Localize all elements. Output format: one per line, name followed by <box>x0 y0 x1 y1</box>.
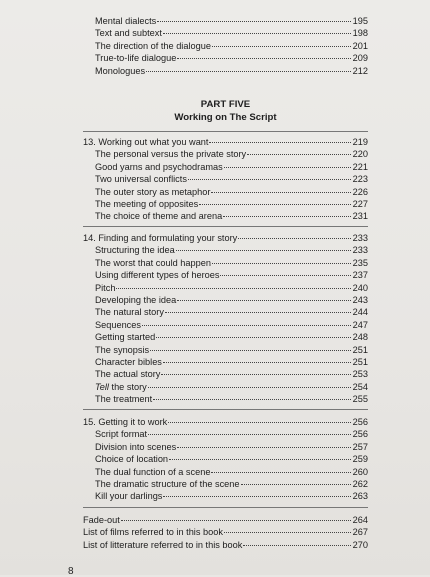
entry-title: Using different types of heroes <box>95 270 220 281</box>
dot-leader <box>146 71 351 72</box>
entry-title: List of films referred to in this book <box>83 527 223 538</box>
toc-entry <box>83 490 368 502</box>
entry-title: Character bibles <box>95 356 162 367</box>
entry-title: Text and subtext <box>95 28 162 39</box>
dot-leader <box>163 362 351 363</box>
entry-title: Sequences <box>95 319 141 330</box>
dot-leader <box>121 520 351 521</box>
entry-title: The worst that could happen <box>95 257 211 268</box>
entry-page: 257 <box>352 441 368 452</box>
entry-title: Good yarns and psychodramas <box>95 161 223 172</box>
entry-page: 255 <box>352 394 368 405</box>
toc-entry <box>83 368 368 380</box>
dot-leader <box>150 350 351 351</box>
dot-leader <box>243 545 351 546</box>
dot-leader <box>157 21 351 22</box>
entry-page: 226 <box>352 186 368 197</box>
entry-page: 220 <box>352 149 368 160</box>
toc-entry <box>83 381 368 393</box>
entry-page: 240 <box>352 282 368 293</box>
dot-leader <box>209 142 351 143</box>
toc-entry <box>83 478 368 490</box>
entry-title: The direction of the dialogue <box>95 40 211 51</box>
chapter-page: 219 <box>352 137 368 147</box>
toc-entry <box>83 331 368 343</box>
entry-title: True-to-life dialogue <box>95 53 177 64</box>
entry-page: 227 <box>352 198 368 209</box>
toc-entry <box>83 173 368 185</box>
dot-leader <box>116 288 351 289</box>
toc-entry <box>83 539 368 551</box>
toc-entry <box>83 356 368 368</box>
toc-entry <box>83 210 368 222</box>
toc-entry <box>83 52 368 64</box>
entry-page: 243 <box>352 294 368 305</box>
toc-entry <box>83 257 368 269</box>
toc-entry <box>83 282 368 294</box>
entry-title: Script format <box>95 429 148 440</box>
entry-title <box>95 381 147 393</box>
dot-leader <box>176 250 351 251</box>
entry-title: Division into scenes <box>95 441 177 452</box>
entry-title: The dramatic structure of the scene <box>95 478 240 489</box>
toc-entry <box>83 466 368 478</box>
entry-page: 256 <box>352 429 368 440</box>
toc-entry <box>83 514 368 526</box>
toc-entry <box>83 40 368 52</box>
toc-entry <box>83 65 368 77</box>
divider <box>83 507 368 508</box>
entry-page: 237 <box>352 270 368 281</box>
chapter-heading <box>83 232 368 244</box>
dot-leader <box>177 300 351 301</box>
dot-leader <box>177 447 351 448</box>
toc-entry <box>83 294 368 306</box>
entry-title: Monologues <box>95 65 146 76</box>
chapter-14-block <box>83 232 368 405</box>
dot-leader <box>238 238 351 239</box>
toc-entry <box>83 344 368 356</box>
entry-page: 212 <box>352 65 368 76</box>
dot-leader <box>211 472 351 473</box>
dot-leader <box>224 167 351 168</box>
chapter-page: 233 <box>352 233 368 243</box>
page-number: 8 <box>68 566 74 577</box>
entry-page: 267 <box>352 527 368 538</box>
chapter-title: 13. Working out what you want <box>83 137 209 147</box>
dot-leader <box>188 179 351 180</box>
entry-page: 244 <box>352 307 368 318</box>
entry-title-rest: the story <box>108 381 147 392</box>
dot-leader <box>223 216 351 217</box>
entry-page: 231 <box>352 211 368 222</box>
toc-entry <box>83 319 368 331</box>
entry-title: Kill your darlings <box>95 491 163 502</box>
dot-leader <box>148 434 351 435</box>
entry-title: Pitch <box>95 282 116 293</box>
divider <box>83 226 368 227</box>
dot-leader <box>177 58 351 59</box>
part-subtitle: Working on The Script <box>174 112 277 123</box>
divider <box>83 409 368 410</box>
chapter-15-block <box>83 416 368 503</box>
entry-title: The actual story <box>95 369 161 380</box>
toc-entry <box>83 269 368 281</box>
entry-page: 247 <box>352 319 368 330</box>
toc-entry <box>83 148 368 160</box>
entry-page: 221 <box>352 161 368 172</box>
entry-title: Developing the idea <box>95 294 177 305</box>
dot-leader <box>241 484 351 485</box>
entry-page: 264 <box>352 515 368 525</box>
toc-entry <box>83 453 368 465</box>
entry-title: The outer story as metaphor <box>95 186 211 197</box>
entry-page: 201 <box>352 40 368 51</box>
chapter-heading <box>83 136 368 148</box>
entry-title: The natural story <box>95 307 164 318</box>
entry-title: The personal versus the private story <box>95 149 247 160</box>
dot-leader <box>153 399 351 400</box>
entry-title: Two universal conflicts <box>95 174 187 185</box>
entry-title: Fade-out <box>83 515 120 525</box>
dot-leader <box>212 46 351 47</box>
toc-entry <box>83 161 368 173</box>
entry-title: Mental dialects <box>95 16 157 26</box>
entry-page: 223 <box>352 174 368 185</box>
chapter-13-block <box>83 136 368 223</box>
dot-leader <box>168 422 351 423</box>
toc-entry <box>83 393 368 405</box>
end-matter-block <box>83 514 368 551</box>
entry-page: 251 <box>352 344 368 355</box>
entry-title: The synopsis <box>95 344 150 355</box>
toc-entry <box>83 15 368 27</box>
entry-page: 195 <box>352 16 368 26</box>
entry-title: List of litterature referred to in this book <box>83 539 243 550</box>
entry-title: The meeting of opposites <box>95 198 199 209</box>
entry-page: 254 <box>352 381 368 392</box>
entry-page: 248 <box>352 332 368 343</box>
dot-leader <box>169 459 351 460</box>
toc-entry <box>83 198 368 210</box>
entry-page: 233 <box>352 245 368 256</box>
dot-leader <box>161 374 351 375</box>
toc-entry <box>83 306 368 318</box>
entry-page: 270 <box>352 539 368 550</box>
toc-entry <box>83 526 368 538</box>
dot-leader <box>142 325 351 326</box>
entry-page: 262 <box>352 478 368 489</box>
entry-title: Structuring the idea <box>95 245 175 256</box>
entry-page: 235 <box>352 257 368 268</box>
toc-entry <box>83 441 368 453</box>
dot-leader <box>220 275 351 276</box>
dot-leader <box>165 312 351 313</box>
entry-page: 260 <box>352 466 368 477</box>
divider <box>83 131 368 132</box>
chapter-title: 14. Finding and formulating your story <box>83 233 238 243</box>
dot-leader <box>163 496 351 497</box>
toc-entry <box>83 428 368 440</box>
entry-title: Getting started <box>95 332 156 343</box>
entry-title: Choice of location <box>95 454 169 465</box>
toc-entry <box>83 27 368 39</box>
dot-leader <box>199 204 351 205</box>
toc-entry <box>83 244 368 256</box>
entry-page: 209 <box>352 53 368 64</box>
dot-leader <box>212 263 351 264</box>
entry-page: 198 <box>352 28 368 39</box>
entry-title: The choice of theme and arena <box>95 211 223 222</box>
entry-title: The treatment <box>95 394 153 405</box>
dot-leader <box>156 337 351 338</box>
chapter-heading <box>83 416 368 428</box>
dot-leader <box>163 33 351 34</box>
toc-entry <box>83 186 368 198</box>
chapter-title: 15. Getting it to work <box>83 417 168 427</box>
entry-page: 263 <box>352 491 368 502</box>
entry-page: 259 <box>352 454 368 465</box>
part-heading <box>83 98 368 124</box>
entry-page: 251 <box>352 356 368 367</box>
entry-title-italic: Tell <box>95 381 109 392</box>
entry-page: 253 <box>352 369 368 380</box>
part-title: PART FIVE <box>200 99 251 110</box>
dialogue-entries-block <box>83 15 368 77</box>
dot-leader <box>211 192 351 193</box>
dot-leader <box>224 532 351 533</box>
entry-title: The dual function of a scene <box>95 466 211 477</box>
dot-leader <box>247 154 351 155</box>
chapter-page: 256 <box>352 417 368 427</box>
dot-leader <box>148 387 351 388</box>
